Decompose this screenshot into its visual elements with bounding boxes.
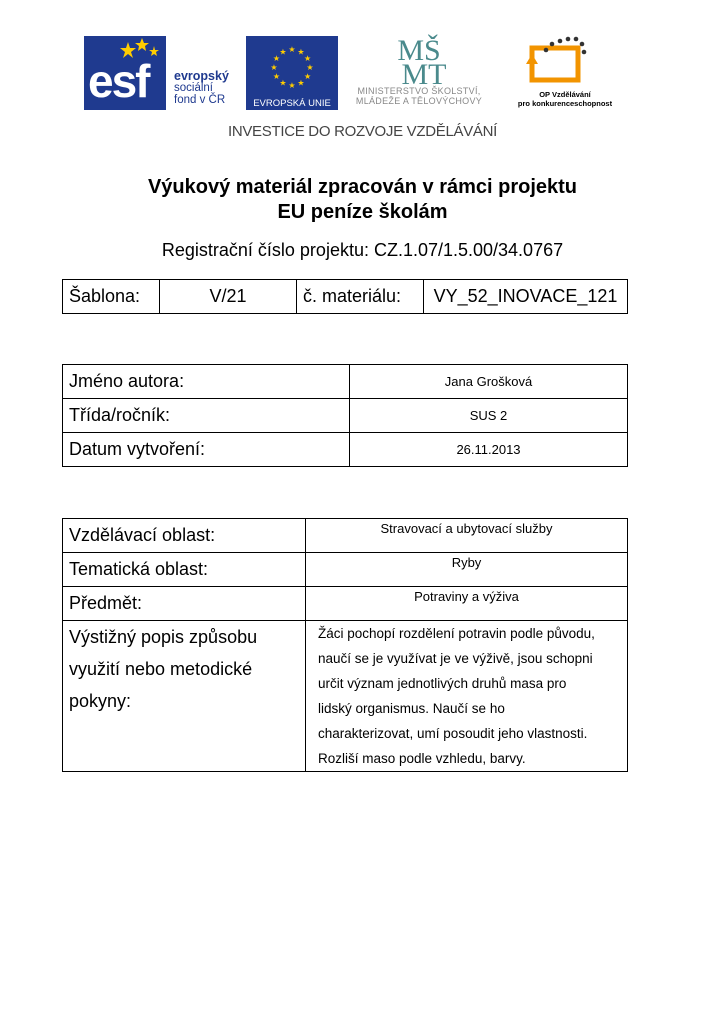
msmt-logo [344,34,494,110]
subject-label: Předmět: [63,587,306,621]
eu-caption: EVROPSKÁ UNIE [246,98,338,110]
author-label: Jméno autora: [63,365,350,399]
sablona-label: Šablona: [63,280,160,314]
eu-flag-icon [246,36,338,98]
subject-value: Potraviny a výživa [306,587,628,621]
material-label: č. materiálu: [297,280,424,314]
description-line5: charakterizovat, umí posoudit jeho vlastnosti. [318,726,588,741]
area-value: Stravovací a ubytovací služby [306,519,628,553]
msmt-mark-icon [344,34,494,86]
title-line2: EU peníze školám [277,201,448,223]
description-text [306,621,628,772]
title-line1: Výukový materiál zpracován v rámci projektu [147,176,578,198]
svg-text:MŠ: MŠ [397,34,441,67]
description-line3: určit význam jednotlivých druhů masa pro [318,676,567,691]
eu-star-icon: ★ [297,47,305,57]
eu-star-icon: ★ [272,72,280,81]
date-label: Datum vytvoření: [63,433,350,467]
description-label-line2: využití nebo metodické [69,659,253,679]
subject-table [62,518,628,772]
table-row [63,587,628,621]
op-line1: OP Vzdělávání [539,90,591,99]
logo-strip [84,34,624,118]
date-value: 26.11.2013 [350,433,628,467]
esf-logo-box [84,36,166,110]
area-label: Vzdělávací oblast: [63,519,306,553]
eu-star-icon: ★ [279,78,287,88]
table-row [63,433,628,467]
eu-logo [246,34,338,110]
eu-star-icon: ★ [304,72,312,81]
eu-star-icon: ★ [306,63,314,72]
table-row [63,553,628,587]
msmt-line1: MINISTERSTVO ŠKOLSTVÍ, [357,86,481,96]
description-line4: lidský organismus. Naučí se ho [318,701,505,716]
class-label: Třída/ročník: [63,399,350,433]
esf-line2: sociální [174,82,213,94]
author-table [62,364,628,467]
esf-line3: fond v ČR [174,94,226,106]
op-arrow-icon [502,34,628,90]
eu-star-icon: ★ [272,54,280,63]
description-label-line1: Výstižný popis způsobu [69,627,258,647]
msmt-line2: MLÁDEŽE A TĚLOVÝCHOVY [355,96,483,106]
theme-label: Tematická oblast: [63,553,306,587]
eu-star-icon: ★ [304,54,312,63]
table-row [63,621,628,772]
table-row [63,365,628,399]
registration-number: Registrační číslo projektu: CZ.1.07/1.5.00/34.0767 [161,240,564,260]
esf-line1: evropský [174,69,229,83]
esf-wordmark [174,70,229,106]
eu-star-icon: ★ [279,47,287,57]
theme-value: Ryby [306,553,628,587]
msmt-caption [344,86,494,106]
op-logo [502,34,628,114]
description-label [63,621,306,772]
description-label-line3: pokyny: [69,691,132,711]
investice-banner: INVESTICE DO ROZVOJE VZDĚLÁVÁNÍ [227,123,498,140]
eu-star-icon: ★ [288,81,296,90]
esf-logo [84,34,232,110]
table-row [63,280,628,314]
eu-star-icon: ★ [288,45,296,54]
table-row [63,519,628,553]
table-row [63,399,628,433]
sablona-value: V/21 [160,280,297,314]
template-table [62,279,628,314]
description-line2: naučí se je využívat je ve výživě, jsou schopni [318,651,593,666]
eu-star-icon: ★ [270,63,278,72]
author-value: Jana Grošková [350,365,628,399]
eu-star-icon: ★ [297,78,305,88]
svg-text:MT: MT [401,58,447,86]
description-line1: Žáci pochopí rozdělení potravin podle původu, [318,626,595,641]
class-value: SUS 2 [350,399,628,433]
page-title [0,175,725,225]
esf-mark: esf [88,55,149,107]
op-caption [502,90,628,108]
description-line6: Rozliší maso podle vzhledu, barvy. [318,751,526,766]
op-line2: pro konkurenceschopnost [517,99,613,108]
material-value: VY_52_INOVACE_121 [424,280,628,314]
